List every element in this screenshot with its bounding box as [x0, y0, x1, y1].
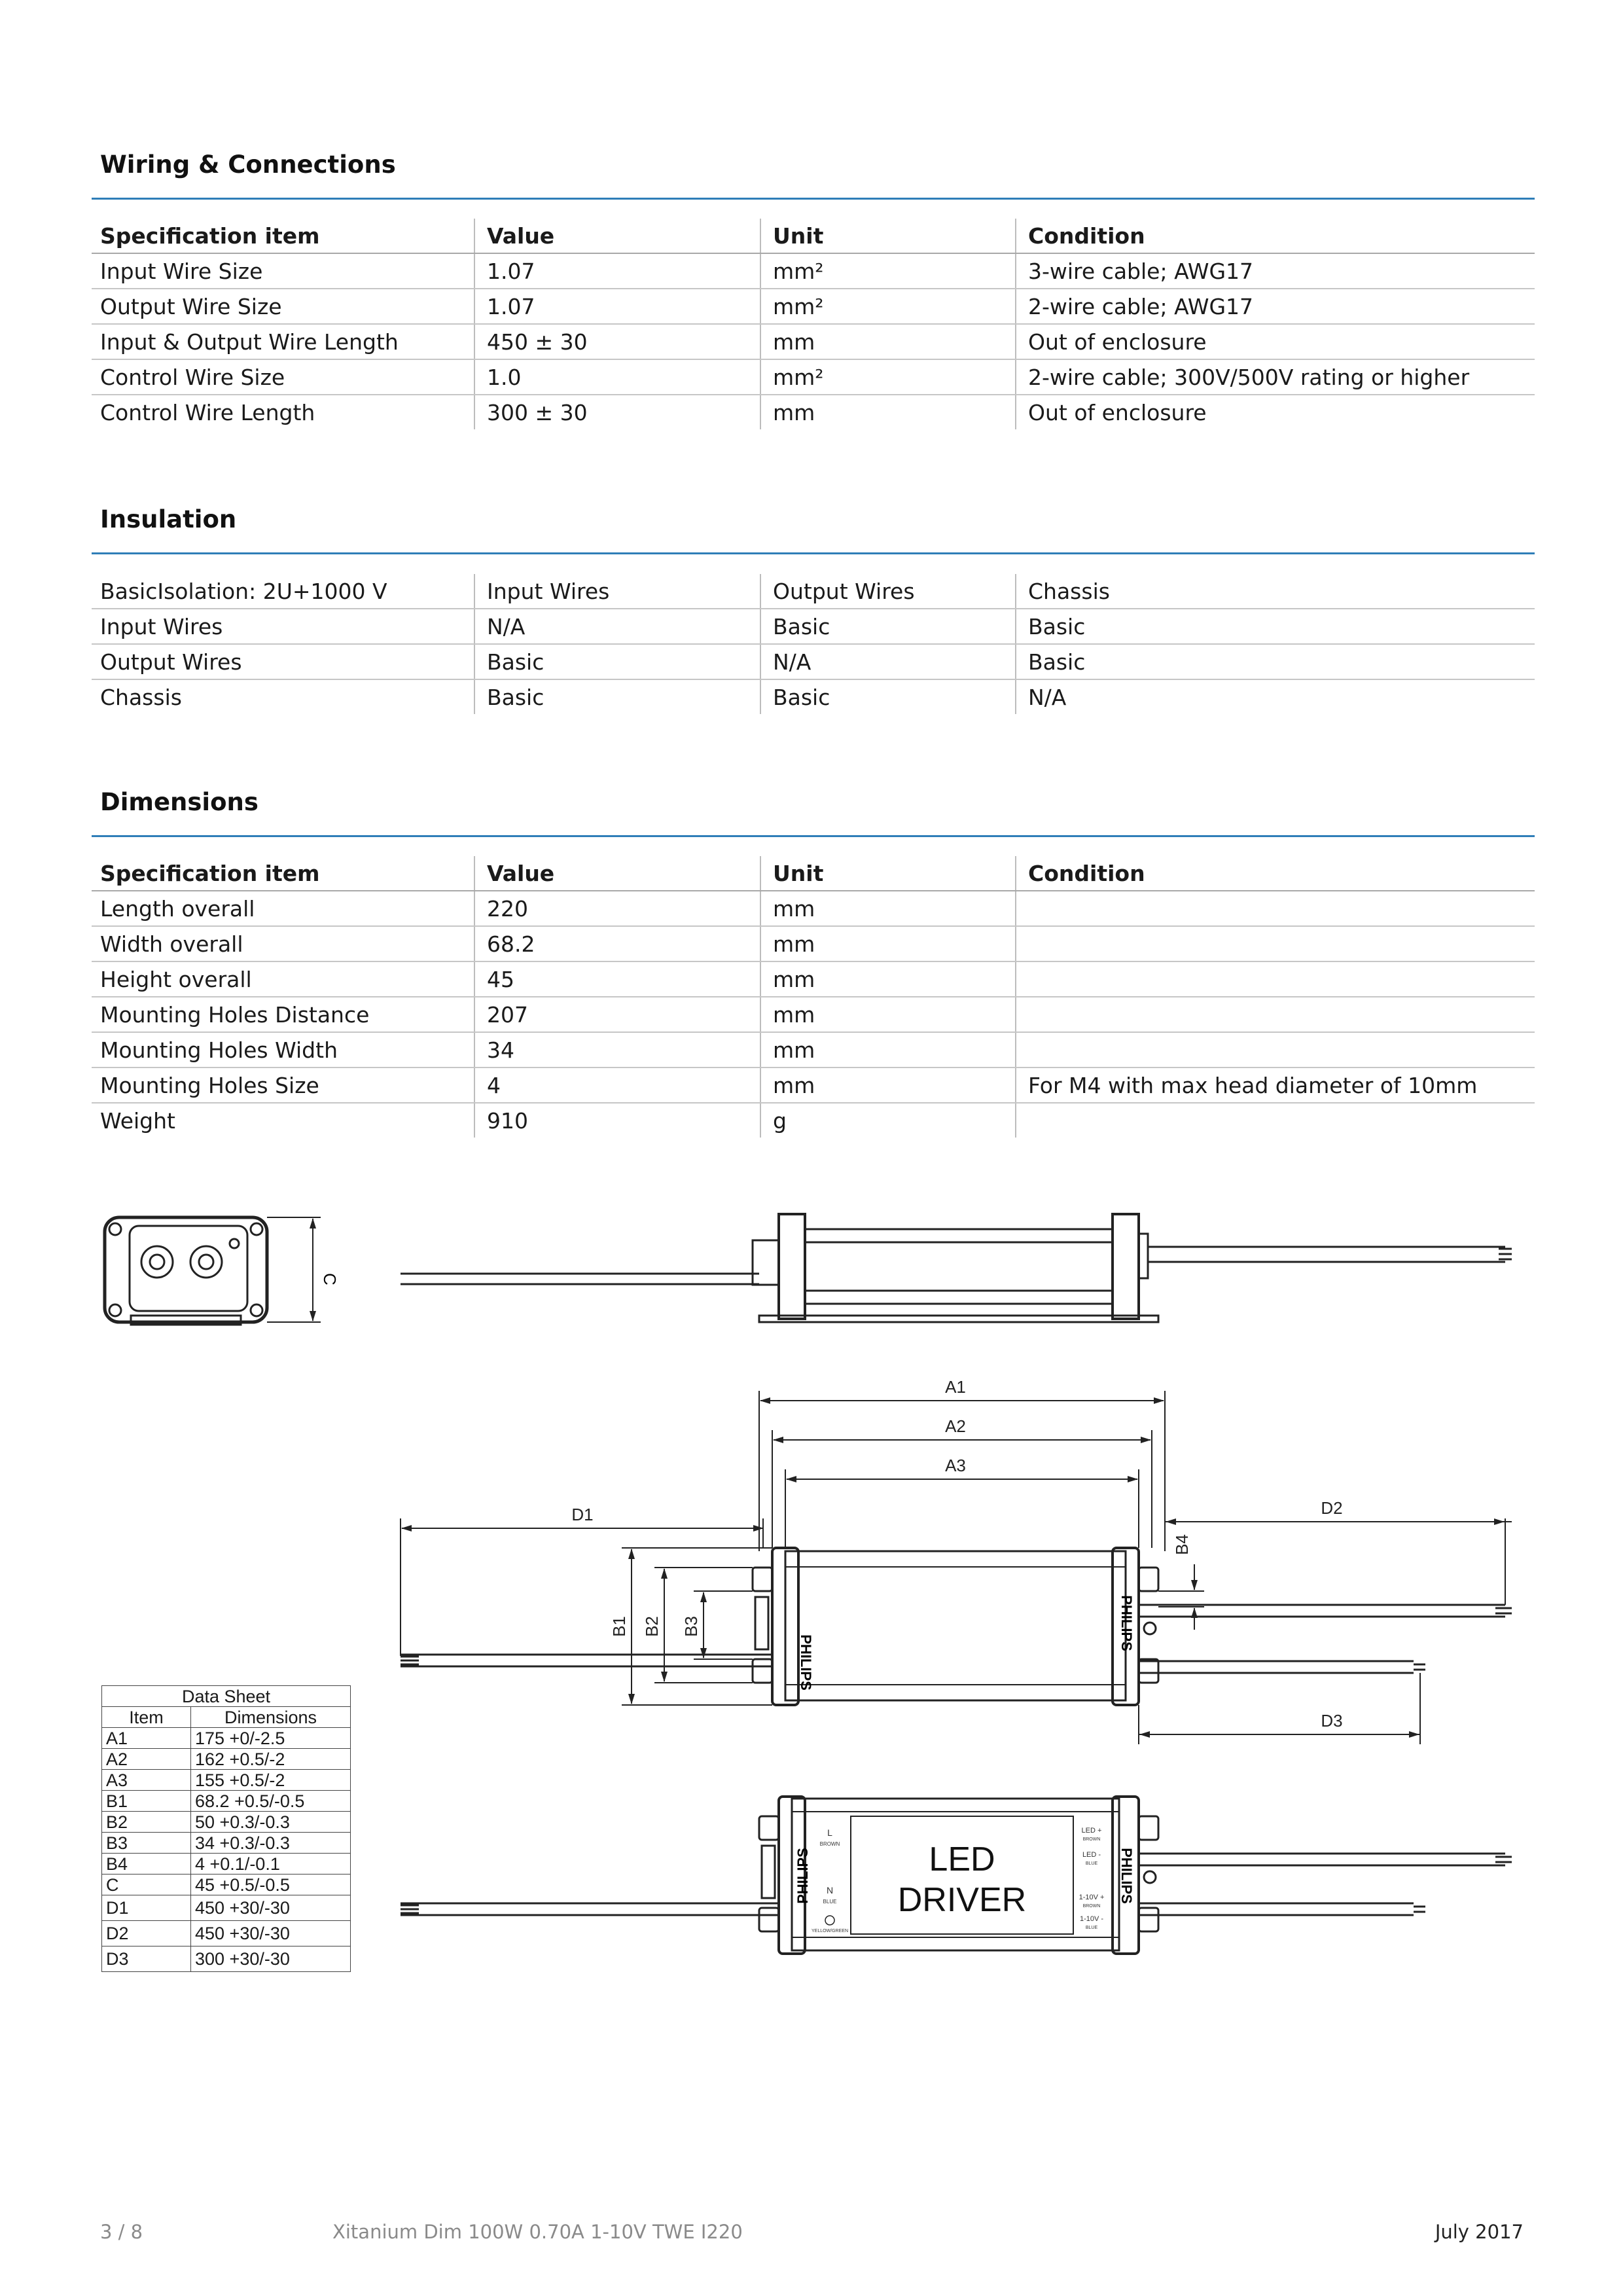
- terminal-n: N: [826, 1885, 834, 1895]
- table-row: [102, 1833, 351, 1854]
- dim-label-d2: D2: [1321, 1498, 1343, 1518]
- table-cell: Out of enclosure: [1016, 324, 1535, 359]
- column-header: Condition: [1016, 856, 1535, 891]
- dim-label-a2: A2: [945, 1416, 966, 1436]
- table-cell: Chassis: [100, 684, 182, 710]
- table-cell: mm²: [760, 289, 1016, 324]
- table-cell: mm²: [760, 253, 1016, 289]
- dim-label-b1: B1: [609, 1616, 629, 1637]
- table-cell: B3: [102, 1833, 191, 1854]
- column-header: Unit: [760, 856, 1016, 891]
- table-cell: Mounting Holes Distance: [92, 997, 474, 1032]
- table-cell: Weight: [100, 1107, 175, 1134]
- table-row: [92, 926, 1535, 961]
- table-cell: 1.07: [474, 253, 760, 289]
- table-cell: Input Wire Size: [92, 253, 474, 289]
- table-cell: 1.07: [474, 289, 760, 324]
- dimensions-section-rule: [92, 835, 1535, 837]
- table-cell: Input Wires: [474, 574, 760, 609]
- table-cell: [1016, 961, 1535, 997]
- table-cell: BasicIsolation: 2U+1000 V: [92, 574, 474, 609]
- terminal-led-plus: LED +: [1081, 1827, 1102, 1835]
- table-row: [92, 1032, 1535, 1067]
- column-header: Dimensions: [191, 1707, 351, 1728]
- table-row: [92, 289, 1535, 324]
- brand-label: PHILIPS: [794, 1848, 811, 1904]
- column-header: Specification item: [92, 856, 474, 891]
- table-cell: C: [102, 1874, 191, 1895]
- table-cell: Control Wire Length: [100, 399, 315, 425]
- datasheet-table: [101, 1685, 351, 1972]
- insulation-table: [92, 574, 1535, 714]
- table-cell: 207: [474, 997, 760, 1032]
- terminal-dim-plus: 1-10V +: [1079, 1893, 1105, 1901]
- table-row: [102, 1812, 351, 1833]
- table-cell: 68.2 +0.5/-0.5: [191, 1791, 351, 1812]
- side-view: [401, 1214, 1512, 1322]
- dimension-labels: [571, 1377, 1342, 1731]
- table-row: [102, 1854, 351, 1874]
- terminal-n-sub: BLUE: [823, 1899, 837, 1905]
- column-header: Condition: [1016, 219, 1535, 253]
- table-cell: [1016, 1032, 1535, 1067]
- table-cell: 3-wire cable; AWG17: [1016, 253, 1535, 289]
- table-cell: B2: [102, 1812, 191, 1833]
- table-cell: Width overall: [92, 926, 474, 961]
- column-header: Value: [474, 219, 760, 253]
- dim-label-d3: D3: [1321, 1711, 1343, 1731]
- table-cell: [1016, 997, 1535, 1032]
- dim-label-b3: B3: [681, 1616, 701, 1637]
- table-cell: B4: [102, 1854, 191, 1874]
- table-row: [102, 1770, 351, 1791]
- table-row: [102, 1946, 351, 1972]
- table-cell: 450 ± 30: [474, 324, 760, 359]
- brand-label: PHILIPS: [798, 1634, 814, 1691]
- terminal-ground: YELLOW/GREEN: [811, 1929, 849, 1933]
- datasheet-title: Data Sheet: [102, 1686, 351, 1707]
- label-text-line2: DRIVER: [897, 1881, 1027, 1919]
- dimensions-section-title: Dimensions: [100, 788, 259, 816]
- dim-label-a3: A3: [945, 1456, 966, 1475]
- column-header: Item: [102, 1707, 191, 1728]
- wiring-section-rule: [92, 198, 1535, 200]
- table-cell: For M4 with max head diameter of 10mm: [1016, 1067, 1535, 1103]
- terminal-led-minus-sub: BLUE: [1085, 1861, 1098, 1866]
- end-view: [105, 1217, 321, 1325]
- table-cell: g: [760, 1103, 1016, 1138]
- table-cell: A3: [102, 1770, 191, 1791]
- table-row: [92, 324, 1535, 359]
- table-cell: 175 +0/-2.5: [191, 1728, 351, 1749]
- table-cell: 300 +30/-30: [191, 1946, 351, 1972]
- terminal-l: L: [827, 1827, 832, 1838]
- table-cell: Basic: [1016, 609, 1535, 644]
- dimensions-table: [92, 856, 1535, 1138]
- table-cell: A1: [102, 1728, 191, 1749]
- table-cell: 1.0: [474, 359, 760, 395]
- table-row: [92, 609, 1535, 644]
- table-cell: 4: [474, 1067, 760, 1103]
- brand-label: PHILIPS: [1118, 1595, 1135, 1651]
- footer-product-name: Xitanium Dim 100W 0.70A 1-10V TWE I220: [332, 2221, 743, 2243]
- table-cell: 34 +0.3/-0.3: [191, 1833, 351, 1854]
- table-cell: D3: [102, 1946, 191, 1972]
- table-row: [92, 395, 1535, 429]
- table-cell: mm²: [760, 359, 1016, 395]
- table-cell: 2-wire cable; 300V/500V rating or higher: [1016, 359, 1535, 395]
- table-cell: Out of enclosure: [1016, 395, 1535, 429]
- table-header-row: [92, 219, 1535, 253]
- table-cell: Basic: [474, 644, 760, 679]
- table-cell: N/A: [760, 644, 1016, 679]
- table-cell: mm: [760, 961, 1016, 997]
- table-cell: mm: [760, 926, 1016, 961]
- table-cell: 45: [474, 961, 760, 997]
- table-cell: Basic: [474, 679, 760, 714]
- table-header-row: [92, 856, 1535, 891]
- footer-page-number: 3 / 8: [100, 2221, 143, 2243]
- table-cell: Mounting Holes Width: [92, 1032, 474, 1067]
- table-cell: Length overall: [92, 891, 474, 926]
- column-header: Specification item: [92, 219, 474, 253]
- table-cell: 2-wire cable; AWG17: [1016, 289, 1535, 324]
- table-row: [92, 891, 1535, 926]
- table-cell: Input & Output Wire Length: [92, 324, 474, 359]
- table-cell: Output Wires: [92, 644, 474, 679]
- table-cell: Control Wire Size: [92, 359, 474, 395]
- table-row: [92, 997, 1535, 1032]
- table-row: [92, 644, 1535, 679]
- table-cell: Input Wires: [92, 609, 474, 644]
- table-cell: 68.2: [474, 926, 760, 961]
- table-row: [92, 359, 1535, 395]
- table-cell: 34: [474, 1032, 760, 1067]
- dim-label-b2: B2: [642, 1616, 662, 1637]
- table-cell: [1016, 891, 1535, 926]
- table-cell: Basic: [760, 679, 1016, 714]
- table-cell: 450 +30/-30: [191, 1895, 351, 1921]
- brand-label: PHILIPS: [1118, 1848, 1135, 1904]
- insulation-section-rule: [92, 552, 1535, 554]
- footer-date: July 2017: [1435, 2221, 1524, 2243]
- table-cell: mm: [760, 1067, 1016, 1103]
- terminal-dim-minus: 1-10V -: [1079, 1915, 1104, 1923]
- table-cell: 162 +0.5/-2: [191, 1749, 351, 1770]
- table-cell: mm: [760, 997, 1016, 1032]
- table-cell: 300 ± 30: [474, 395, 760, 429]
- terminal-dim-plus-sub: BROWN: [1082, 1904, 1101, 1909]
- table-row: [102, 1749, 351, 1770]
- label-text-line1: LED: [929, 1840, 995, 1878]
- table-row: [102, 1895, 351, 1921]
- table-row: [92, 574, 1535, 609]
- table-row: [92, 253, 1535, 289]
- table-row: [102, 1874, 351, 1895]
- top-view: [401, 1548, 1512, 1705]
- dim-label-b4: B4: [1172, 1534, 1192, 1555]
- table-cell: Basic: [760, 609, 1016, 644]
- dim-label-a1: A1: [945, 1377, 966, 1397]
- table-row: [92, 1103, 1535, 1138]
- table-cell: mm: [760, 891, 1016, 926]
- table-cell: B1: [102, 1791, 191, 1812]
- table-cell: Mounting Holes Size: [92, 1067, 474, 1103]
- table-cell: Height overall: [92, 961, 474, 997]
- column-header: Value: [474, 856, 760, 891]
- table-cell: 155 +0.5/-2: [191, 1770, 351, 1791]
- table-cell: D2: [102, 1921, 191, 1946]
- table-cell: 910: [474, 1103, 760, 1138]
- wiring-section-title: Wiring & Connections: [100, 151, 396, 179]
- table-cell: [1016, 1103, 1535, 1138]
- table-cell: mm: [760, 1032, 1016, 1067]
- table-cell: mm: [760, 395, 1016, 429]
- wiring-table: [92, 219, 1535, 429]
- table-row: [92, 679, 1535, 714]
- terminal-l-sub: BROWN: [819, 1841, 840, 1847]
- table-cell: Basic: [1016, 644, 1535, 679]
- terminal-dim-minus-sub: BLUE: [1085, 1926, 1098, 1930]
- table-row: [102, 1791, 351, 1812]
- column-header: Unit: [760, 219, 1016, 253]
- table-row: [102, 1728, 351, 1749]
- insulation-section-title: Insulation: [100, 505, 237, 533]
- table-cell: Output Wire Size: [92, 289, 474, 324]
- dim-label-d1: D1: [571, 1505, 594, 1524]
- terminal-led-plus-sub: BROWN: [1082, 1837, 1101, 1842]
- table-cell: 50 +0.3/-0.3: [191, 1812, 351, 1833]
- terminal-led-minus: LED -: [1082, 1851, 1101, 1859]
- table-cell: A2: [102, 1749, 191, 1770]
- table-row: [92, 1067, 1535, 1103]
- table-cell: 45 +0.5/-0.5: [191, 1874, 351, 1895]
- table-cell: 220: [474, 891, 760, 926]
- table-row: [102, 1921, 351, 1946]
- table-cell: Chassis: [1016, 574, 1535, 609]
- table-cell: 4 +0.1/-0.1: [191, 1854, 351, 1874]
- table-cell: D1: [102, 1895, 191, 1921]
- table-cell: N/A: [1016, 679, 1535, 714]
- table-row: [92, 961, 1535, 997]
- table-cell: N/A: [474, 609, 760, 644]
- table-cell: mm: [760, 324, 1016, 359]
- table-cell: 450 +30/-30: [191, 1921, 351, 1946]
- table-cell: [1016, 926, 1535, 961]
- dim-label-c: C: [320, 1273, 340, 1285]
- table-cell: Output Wires: [760, 574, 1016, 609]
